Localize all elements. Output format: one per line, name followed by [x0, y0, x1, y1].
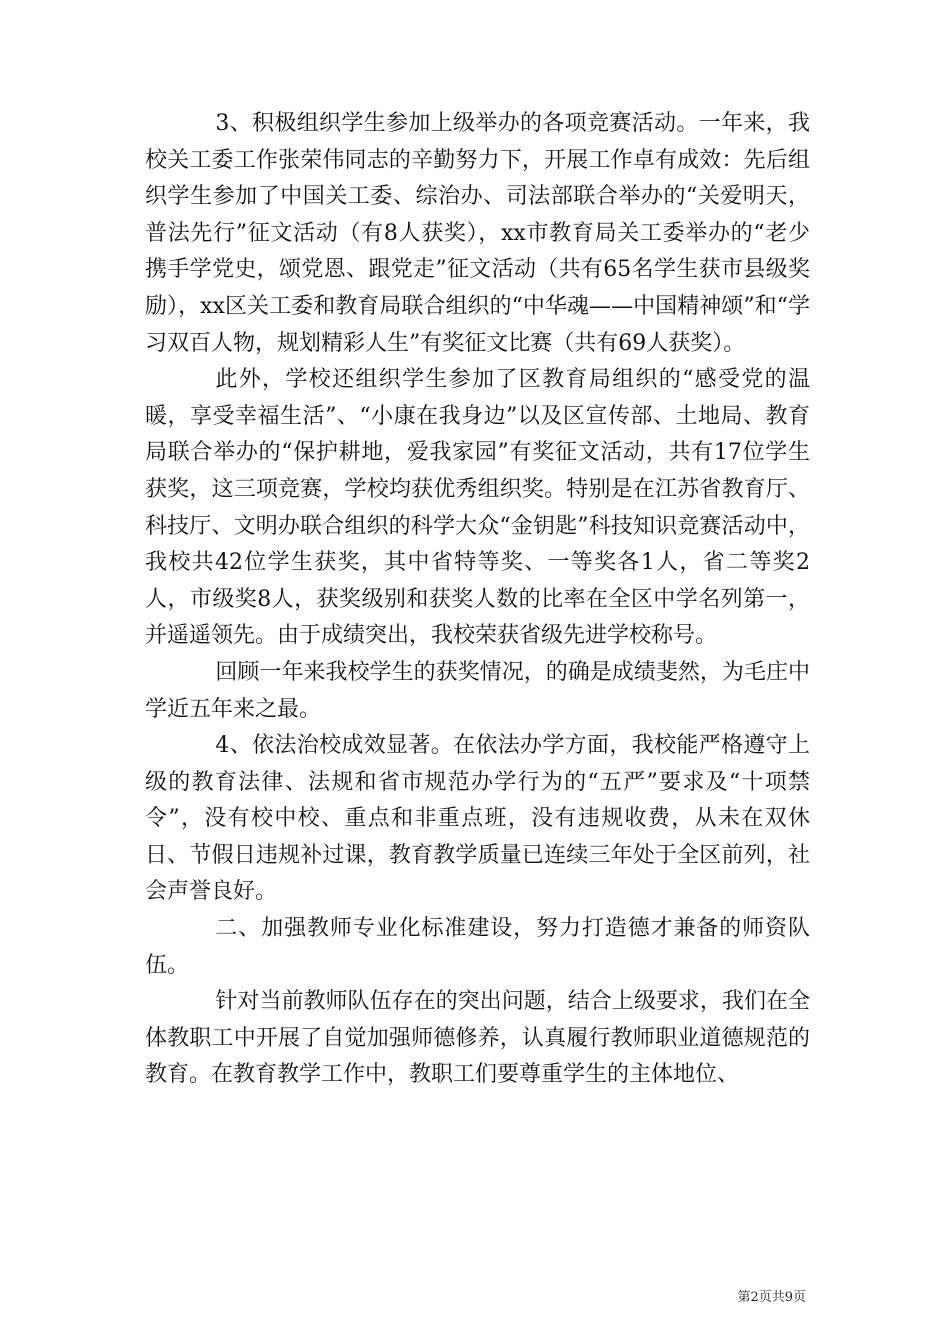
- paragraph-teacher-ethics: 针对当前教师队伍存在的突出问题，结合上级要求，我们在全体教职工中开展了自觉加强师德修养，认真履行教师职业道德规范的教育。在教育教学工作中，教职工们要尊重学生的主体地位、: [145, 989, 810, 1088]
- body-text: [145, 106, 810, 1094]
- paragraph-rule-of-law: 4、依法治校成效显著。在依法办学方面，我校能严格遵守上级的教育法律、法规和省市规范办学行为的“五严”要求及“十项禁令”，没有校中校、重点和非重点班，没有违规收费，从未在双休日、节假日违规补过课，教育教学质量已连续三年处于全区前列，社会声誉良好。: [145, 733, 810, 905]
- paragraph-competitions: 3、积极组织学生参加上级举办的各项竞赛活动。一年来，我校关工委工作张荣伟同志的辛勤努力下，开展工作卓有成效：先后组织学生参加了中国关工委、综治办、司法部联合举办的“关爱明天，普法先行”征文活动（有8人获奖），xx市教育局关工委举办的“老少携手学党史，颂党恩、跟党走”征文活动（共有65名学生获市县级奖励），xx区关工委和教育局联合组织的“中华魂——中国精神颂”和“学习双百人物，规划精彩人生”有奖征文比赛（共有69人获奖）。: [145, 111, 810, 356]
- page-number: 第2页共9页: [737, 1290, 806, 1305]
- paragraph-review: 回顾一年来我校学生的获奖情况，的确是成绩斐然，为毛庄中学近五年来之最。: [145, 659, 810, 722]
- paragraph-additional-awards: 此外，学校还组织学生参加了区教育局组织的“感受党的温暖，享受幸福生活”、“小康在我身边”以及区宣传部、土地局、教育局联合举办的“保护耕地，爱我家园”有奖征文活动，共有17位学生获奖，这三项竞赛，学校均获优秀组织奖。特别是在江苏省教育厅、科技厅、文明办联合组织的科学大众“金钥匙”科技知识竞赛活动中，我校共42位学生获奖，其中省特等奖、一等奖各1人，省二等奖2人，市级奖8人，获奖级别和获奖人数的比率在全区中学名列第一，并遥遥领先。由于成绩突出，我校荣获省级先进学校称号。: [145, 367, 810, 649]
- section-heading-teachers: 二、加强教师专业化标准建设，努力打造德才兼备的师资队伍。: [145, 916, 810, 978]
